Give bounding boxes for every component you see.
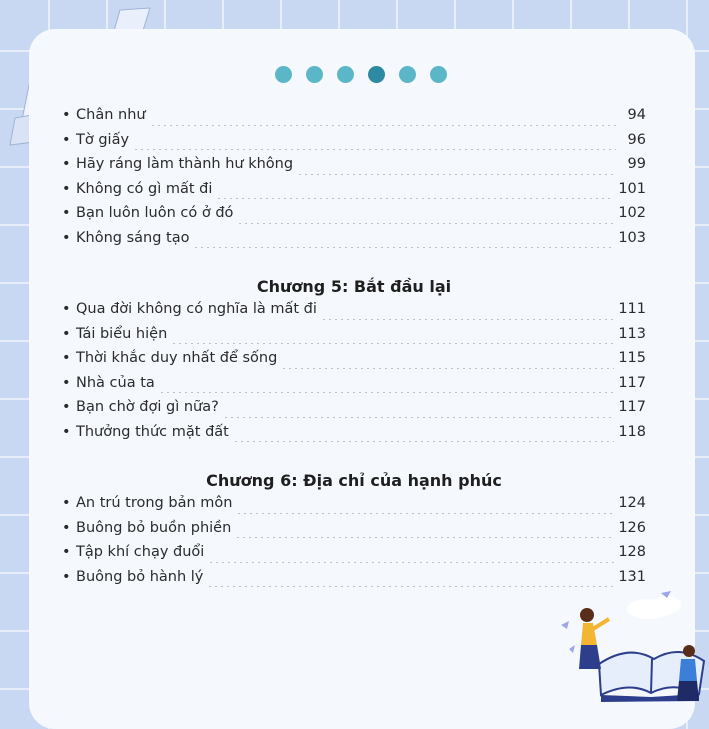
page-number: 99 [627, 156, 646, 172]
bullet-icon: • [62, 325, 71, 342]
page-number: 115 [618, 350, 646, 366]
page-number: 126 [618, 519, 646, 536]
entry-title: Qua đời không có nghĩa là mất đi [76, 301, 317, 317]
entry-title: Buông bỏ hành lý [76, 568, 204, 585]
dot-leader [297, 174, 616, 175]
entry-title: Không sáng tạo [76, 229, 190, 246]
bullet-icon: • [62, 205, 71, 221]
dot-leader [236, 513, 614, 514]
dot-leader [150, 125, 616, 126]
page-dot[interactable] [368, 66, 385, 83]
toc-entry[interactable] [62, 132, 646, 157]
dot-leader [133, 149, 616, 150]
entry-title: Bạn luôn luôn có ở đó [76, 205, 234, 221]
toc-entry[interactable] [62, 424, 646, 449]
dot-leader [223, 417, 615, 418]
entry-title: Tái biểu hiện [76, 325, 168, 342]
entry-title: Tờ giấy [76, 131, 130, 148]
toc-list [62, 301, 646, 448]
bullet-icon: • [62, 568, 71, 585]
page-number: 128 [618, 544, 646, 560]
bullet-icon: • [62, 229, 71, 246]
page-number: 131 [618, 568, 646, 585]
bullet-icon: • [62, 374, 71, 391]
page-number: 101 [618, 180, 646, 197]
toc-entry[interactable] [62, 375, 646, 400]
toc-entry[interactable] [62, 520, 646, 545]
entry-title: Chân như [76, 107, 146, 123]
toc-entry[interactable] [62, 230, 646, 255]
bullet-icon: • [62, 399, 71, 415]
toc-list [62, 495, 646, 593]
toc-entry[interactable] [62, 495, 646, 520]
dot-leader [321, 319, 614, 320]
entry-title: Thời khắc duy nhất để sống [76, 350, 278, 366]
page-number: 96 [627, 131, 646, 148]
page-number: 117 [618, 399, 646, 415]
toc-entry[interactable] [62, 156, 646, 181]
entry-title: Bạn chờ đợi gì nữa? [76, 399, 219, 415]
page-dot[interactable] [399, 66, 416, 83]
dot-leader [208, 562, 614, 563]
page-number: 118 [618, 423, 646, 440]
page-dot[interactable] [275, 66, 292, 83]
page-dot[interactable] [430, 66, 447, 83]
toc-entry[interactable] [62, 544, 646, 569]
toc-entry[interactable] [62, 205, 646, 230]
bullet-icon: • [62, 131, 71, 148]
bullet-icon: • [62, 519, 71, 536]
bullet-icon: • [62, 156, 71, 172]
entry-title: Không có gì mất đi [76, 180, 213, 197]
dot-leader [216, 198, 614, 199]
toc-entry[interactable] [62, 107, 646, 132]
dot-leader [193, 247, 614, 248]
entry-title: Buông bỏ buồn phiền [76, 519, 232, 536]
page-number: 111 [618, 301, 646, 317]
toc-entry[interactable] [62, 326, 646, 351]
entry-title: Nhà của ta [76, 374, 155, 391]
pagination-dots [275, 66, 447, 83]
toc-list [62, 107, 646, 254]
bullet-icon: • [62, 495, 71, 511]
page-dot[interactable] [337, 66, 354, 83]
dot-leader [207, 586, 614, 587]
dot-leader [235, 537, 614, 538]
chapter-heading: Chương 6: Địa chỉ của hạnh phúc [206, 471, 502, 490]
bullet-icon: • [62, 544, 71, 560]
entry-title: Tập khí chạy đuổi [76, 544, 205, 560]
page-number: 102 [618, 205, 646, 221]
page-number: 113 [618, 325, 646, 342]
page-dot[interactable] [306, 66, 323, 83]
page-number: 94 [627, 107, 646, 123]
entry-title: An trú trong bản môn [76, 495, 233, 511]
bullet-icon: • [62, 423, 71, 440]
dot-leader [159, 392, 615, 393]
chapter-heading: Chương 5: Bắt đầu lại [256, 277, 452, 296]
page-number: 124 [618, 495, 646, 511]
bullet-icon: • [62, 180, 71, 197]
bullet-icon: • [62, 350, 71, 366]
toc-entry[interactable] [62, 350, 646, 375]
entry-title: Thưởng thức mặt đất [76, 423, 229, 440]
toc-entry[interactable] [62, 181, 646, 206]
dot-leader [171, 343, 614, 344]
reading-people-illustration [539, 589, 709, 709]
entry-title: Hãy ráng làm thành hư không [76, 156, 294, 172]
page-number: 103 [618, 229, 646, 246]
toc-entry[interactable] [62, 399, 646, 424]
dot-leader [233, 441, 614, 442]
dot-leader [237, 223, 614, 224]
dot-leader [281, 368, 614, 369]
toc-entry[interactable] [62, 301, 646, 326]
bullet-icon: • [62, 107, 71, 123]
page-number: 117 [618, 374, 646, 391]
bullet-icon: • [62, 301, 71, 317]
